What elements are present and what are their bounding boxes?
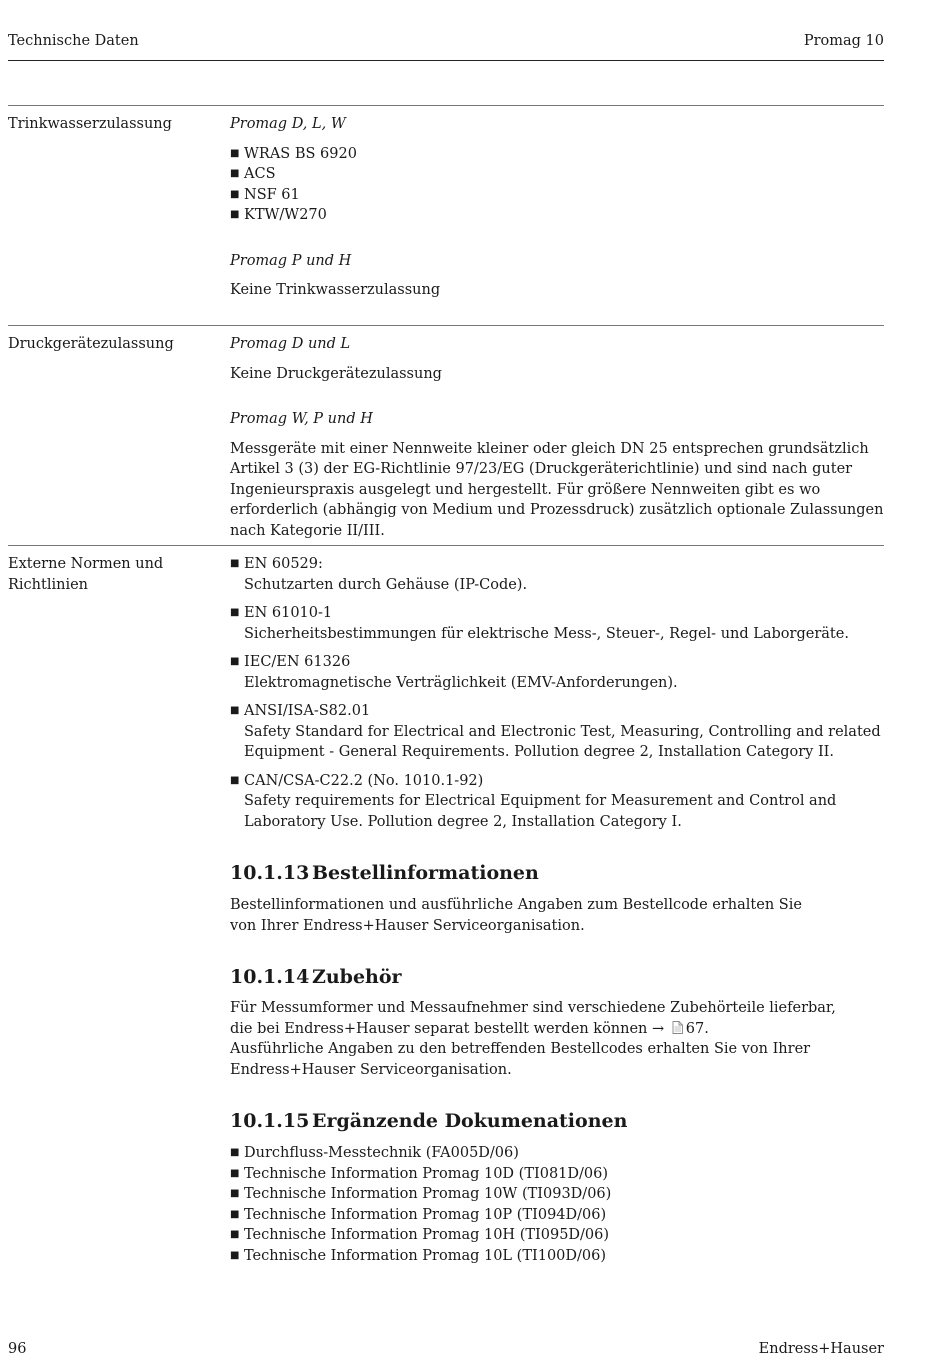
heading-title: Bestellinformationen xyxy=(312,862,539,884)
paragraph: Bestellinformationen und ausführliche Angaben zum Bestellcode erhalten Sie von Ihrer Endress+Hauser Serviceorganisation. xyxy=(230,897,802,934)
text-segment: die bei Endress+Hauser separat bestellt werden können xyxy=(230,1020,648,1037)
document-page-icon xyxy=(672,1021,683,1034)
list-item: ■ Technische Information Promag 10H (TI095D/06) xyxy=(230,1225,885,1246)
subheading: Promag D, L, W xyxy=(230,116,346,132)
paragraph: Messgeräte mit einer Nennweite kleiner oder gleich DN 25 entsprechen grundsätzlich Artikel 3 (3) der EG-Richtlinie 97/23/EG (Druckgeräterichtlinie) und sind nach guter Ingenieurspraxis ausgelegt und hergestellt. Für größere Nennweiten gibt es wo erforderlich (abhängig von Medium und Prozessdruck) zusätzlich optionale Zulassungen nach Kategorie II/III. xyxy=(230,440,884,539)
paragraph: Keine Trinkwasserzulassung xyxy=(230,282,441,298)
label-line: Externe Normen und xyxy=(8,556,164,572)
page-reference-link[interactable]: 67. xyxy=(685,1020,709,1037)
list-item: ■ NSF 61 xyxy=(230,185,885,206)
list-item: ■ ACS xyxy=(230,164,885,185)
norm-title: ■ IEC/EN 61326 xyxy=(244,654,351,670)
norm-description: Schutzarten durch Gehäuse (IP-Code). xyxy=(244,576,528,593)
heading-title: Zubehör xyxy=(312,966,402,988)
footer-brand: Endress+Hauser xyxy=(758,1341,884,1357)
heading-number: 10.1.14 xyxy=(230,966,310,988)
text-line xyxy=(230,1019,885,1040)
norm-title: ■ EN 60529: xyxy=(244,556,323,572)
text-line: Ausführliche Angaben zu den betreffenden Bestellcodes erhalten Sie von Ihrer xyxy=(230,1041,811,1057)
norm-description: Sicherheitsbestimmungen für elektrische Mess-, Steuer-, Regel- und Laborgeräte. xyxy=(244,625,849,642)
page-number: 96 xyxy=(8,1341,27,1357)
list-item: ■ Technische Information Promag 10L (TI100D/06) xyxy=(230,1246,885,1267)
subheading: Promag D und L xyxy=(230,336,351,352)
arrow-icon: → xyxy=(652,1020,665,1037)
list-item: ■ Durchfluss-Messtechnik (FA005D/06) xyxy=(230,1143,885,1164)
zubehoer-text xyxy=(230,998,885,1080)
section-divider xyxy=(8,545,884,546)
list-item xyxy=(230,771,885,833)
norm-title: ■ CAN/CSA-C22.2 (No. 1010.1-92) xyxy=(244,772,484,789)
norm-description: Safety Standard for Electrical and Electronic Test, Measuring, Controlling and related Equipment - General Requirements. Pollution degree 2, Installation Category II. xyxy=(244,723,881,760)
section-heading-bestell xyxy=(230,861,885,885)
list-item: ■ Technische Information Promag 10D (TI081D/06) xyxy=(230,1164,885,1185)
text-line: Für Messumformer und Messaufnehmer sind verschiedene Zubehörteile lieferbar, xyxy=(230,1000,836,1016)
norm-description: Elektromagnetische Verträglichkeit (EMV-Anforderungen). xyxy=(244,674,678,691)
list-item xyxy=(230,554,885,595)
text-line: Endress+Hauser Serviceorganisation. xyxy=(230,1061,512,1078)
header-rule xyxy=(8,60,884,61)
section-label-normen xyxy=(8,554,218,595)
section-label-druck: Druckgerätezulassung xyxy=(8,336,174,352)
section-heading-doku xyxy=(230,1109,885,1133)
norm-description: Safety requirements for Electrical Equipment for Measurement and Control and Laboratory Use. Pollution degree 2, Installation Category I. xyxy=(244,793,837,830)
section-content-trinkwasser xyxy=(230,114,885,301)
norm-title: ■ ANSI/ISA-S82.01 xyxy=(244,703,371,719)
heading-title: Ergänzende Dokumenationen xyxy=(312,1110,628,1132)
heading-number: 10.1.13 xyxy=(230,862,310,884)
list-item xyxy=(230,603,885,644)
running-header-product: Promag 10 xyxy=(803,33,884,49)
section-divider xyxy=(8,325,884,326)
approval-list xyxy=(230,144,885,226)
list-item xyxy=(230,701,885,763)
section-divider xyxy=(8,105,884,106)
label-line: Richtlinien xyxy=(8,576,89,593)
list-item: ■ WRAS BS 6920 xyxy=(230,144,885,165)
list-item: ■ KTW/W270 xyxy=(230,205,885,226)
paragraph: Keine Druckgerätezulassung xyxy=(230,365,442,382)
section-content-druck xyxy=(230,334,885,541)
list-item xyxy=(230,652,885,693)
documentation-list-container xyxy=(230,1143,885,1266)
heading-number: 10.1.15 xyxy=(230,1110,310,1132)
documentation-list xyxy=(230,1143,885,1266)
subheading: Promag P und H xyxy=(230,252,352,269)
subheading: Promag W, P und H xyxy=(230,411,373,427)
running-header-title: Technische Daten xyxy=(8,33,139,49)
norm-title: ■ EN 61010-1 xyxy=(244,605,333,621)
section-content-normen xyxy=(230,554,885,840)
section-label-trinkwasser: Trinkwasserzulassung xyxy=(8,116,172,132)
list-item: ■ Technische Information Promag 10P (TI094D/06) xyxy=(230,1205,885,1226)
norms-list xyxy=(230,554,885,832)
section-heading-zubehoer xyxy=(230,965,885,989)
list-item: ■ Technische Information Promag 10W (TI093D/06) xyxy=(230,1184,885,1205)
